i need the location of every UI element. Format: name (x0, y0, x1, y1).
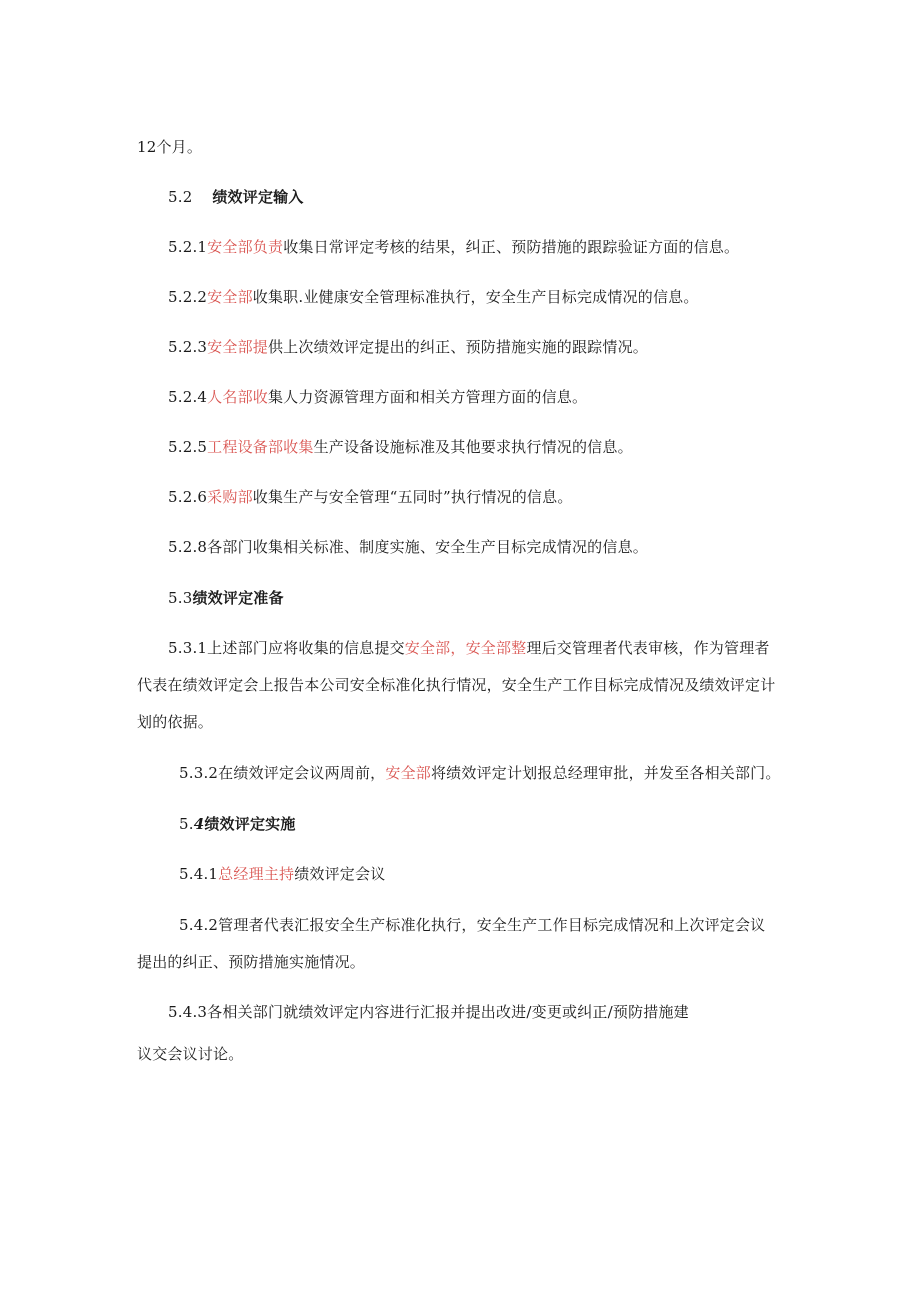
text: 5.4.2管理者代表汇报安全生产标准化执行，安全生产工作目标完成情况和上次评定会议 (179, 916, 766, 934)
item-number: 5.4.1 (179, 865, 219, 883)
highlighted-dept: 安全部提 (207, 338, 268, 356)
section-heading-5-4 (179, 814, 296, 834)
paragraph-5-4-2-line2 (137, 952, 365, 972)
section-heading-5-3 (168, 588, 284, 608)
text: 集人力资源管理方面和相关方管理方面的信息。 (267, 388, 588, 406)
highlighted-dept: 采购部 (207, 488, 253, 506)
paragraph-5-4-3-line2 (137, 1044, 243, 1064)
text: 收集日常评定考核的结果，纠正、预防措施的跟踪验证方面的信息。 (283, 238, 740, 256)
text: 供上次绩效评定提出的纠正、预防措施实施的跟踪情况。 (267, 338, 648, 356)
text: 理后交管理者代表审核，作为管理者 (526, 639, 770, 657)
text: 划的依据。 (137, 713, 214, 731)
section-number: 5. (179, 815, 194, 833)
paragraph-5-3-1-line1 (168, 638, 770, 658)
text: 代表在绩效评定会上报告本公司安全标准化执行情况，安全生产工作目标完成情况及绩效评定计 (137, 676, 776, 694)
section-number: 5.2 (168, 188, 193, 206)
text: 提出的纠正、预防措施实施情况。 (137, 953, 366, 971)
item-number: 5.2.5 (168, 438, 208, 456)
section-title: 绩效评定准备 (192, 589, 284, 607)
paragraph-5-2-8 (168, 537, 648, 557)
highlighted-dept: 人名部收 (207, 388, 268, 406)
paragraph-5-3-1-line3 (137, 712, 213, 732)
item-number: 5.2.3 (168, 338, 208, 356)
highlighted-dept: 安全部 (385, 764, 431, 782)
highlighted-dept: 安全部，安全部整 (404, 639, 527, 657)
section-title: 绩效评定输入 (212, 188, 304, 206)
section-heading-5-2 (168, 187, 304, 207)
paragraph-5-2-5 (168, 437, 633, 457)
paragraph-5-3-2 (179, 763, 781, 783)
text: 5.2.8各部门收集相关标准、制度实施、安全生产目标完成情况的信息。 (168, 538, 648, 556)
text: 生产设备设施标准及其他要求执行情况的信息。 (313, 438, 633, 456)
text: 12个月。 (137, 138, 203, 156)
text: 5.4.3各相关部门就绩效评定内容进行汇报并提出改进/变更或纠正/预防措施建 (168, 1003, 689, 1021)
text: 5.3.2在绩效评定会议两周前， (179, 764, 386, 782)
paragraph-5-2-6 (168, 487, 573, 507)
highlighted-dept: 总经理主持 (218, 865, 295, 883)
paragraph-5-4-3-line1 (168, 1002, 689, 1022)
paragraph-5-4-2-line1 (179, 915, 765, 935)
highlighted-dept: 工程设备部收集 (207, 438, 314, 456)
section-title: 绩效评定实施 (204, 815, 296, 833)
paragraph-5-2-3 (168, 337, 648, 357)
paragraph-5-3-1-line2 (137, 675, 775, 695)
text: 绩效评定会议 (294, 865, 386, 883)
highlighted-dept: 安全部负责 (207, 238, 284, 256)
text: 议交会议讨论。 (137, 1045, 244, 1063)
continuation-line (137, 137, 202, 157)
item-number: 5.2.6 (168, 488, 208, 506)
text: 收集生产与安全管理“五同时”执行情况的信息。 (252, 488, 573, 506)
text: 5.3.1上述部门应将收集的信息提交 (168, 639, 405, 657)
paragraph-5-2-4 (168, 387, 587, 407)
item-number: 5.2.4 (168, 388, 208, 406)
text: 收集职.业健康安全管理标准执行，安全生产目标完成情况的信息。 (252, 288, 699, 306)
paragraph-5-2-1 (168, 237, 739, 257)
section-number-italic: 4 (193, 815, 205, 833)
paragraph-5-2-2 (168, 287, 699, 307)
item-number: 5.2.1 (168, 238, 208, 256)
paragraph-5-4-1 (179, 864, 385, 884)
highlighted-dept: 安全部 (207, 288, 253, 306)
text: 将绩效评定计划报总经理审批，并发至各相关部门。 (430, 764, 781, 782)
section-number: 5.3 (168, 589, 193, 607)
item-number: 5.2.2 (168, 288, 208, 306)
